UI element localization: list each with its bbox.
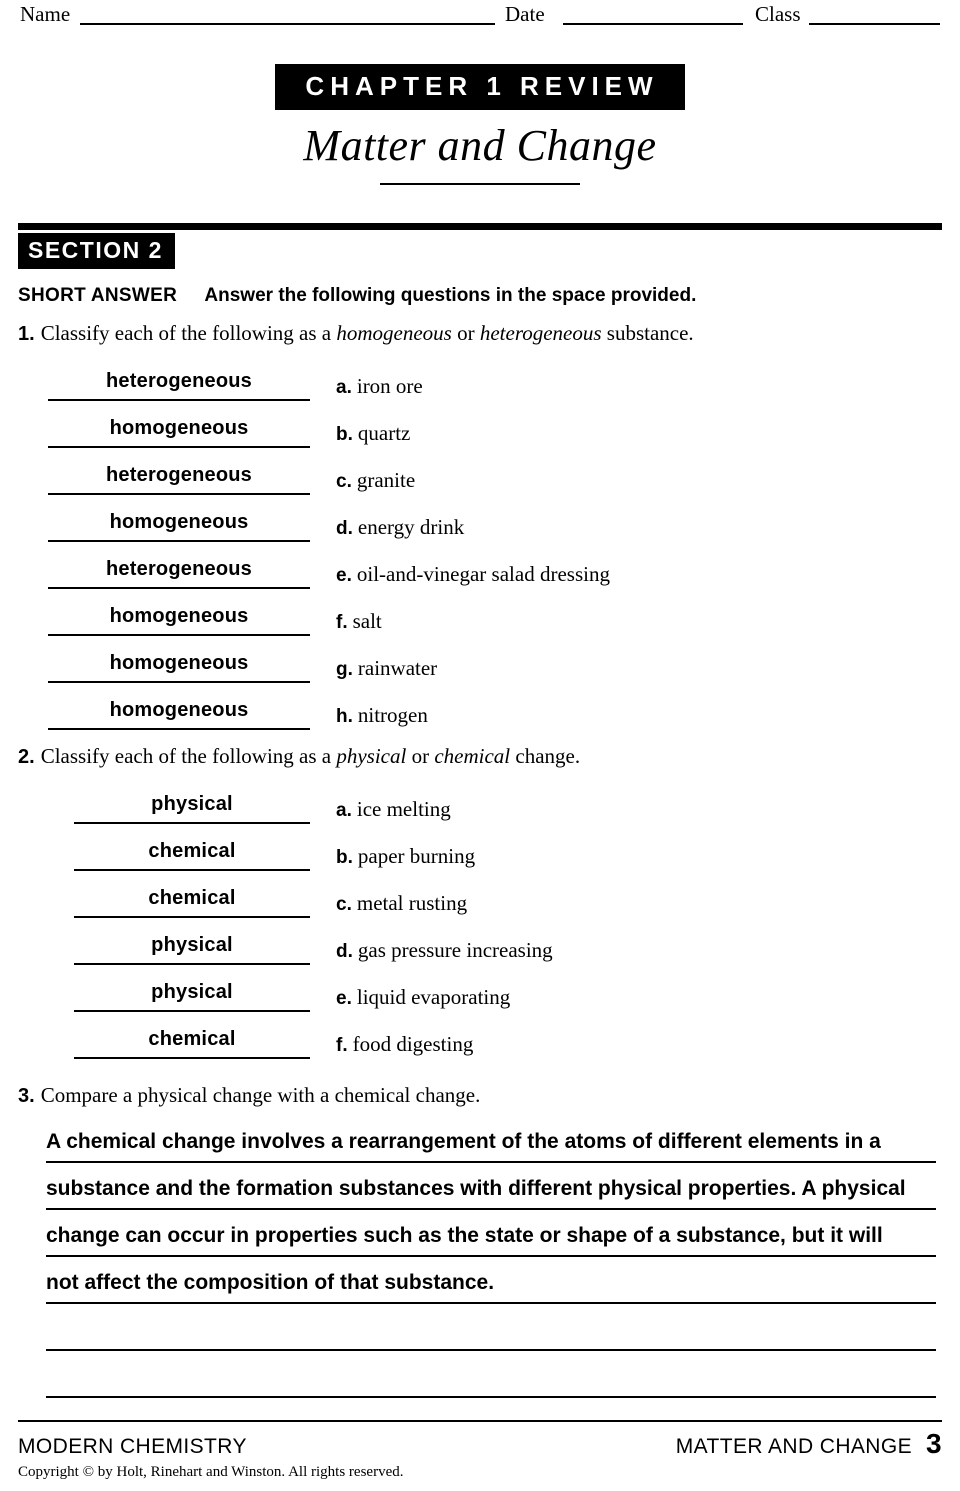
item-text: granite <box>356 468 416 492</box>
name-label: Name <box>20 2 71 26</box>
answer-underline <box>48 728 310 730</box>
answer-text: homogeneous <box>109 652 249 674</box>
date-label: Date <box>505 2 545 26</box>
page-header <box>18 0 942 38</box>
long-answer-line[interactable] <box>18 1304 942 1351</box>
item-letter: d. <box>336 518 353 539</box>
answer-blank[interactable] <box>74 968 310 1012</box>
item-text: iron ore <box>356 374 423 398</box>
item-letter: e. <box>336 988 352 1009</box>
answer-row <box>18 401 942 448</box>
answer-row <box>18 777 942 824</box>
short-answer-label: SHORT ANSWER <box>18 285 178 306</box>
prompt-text: Compare a physical change with a chemical change. <box>40 1083 481 1107</box>
answer-text: physical <box>151 934 233 956</box>
answer-text: physical <box>151 793 233 815</box>
list-item <box>336 797 451 824</box>
list-item <box>336 891 467 918</box>
long-answer-line[interactable] <box>18 1163 942 1210</box>
date-blank-line <box>563 23 743 25</box>
section-bar <box>18 223 942 269</box>
item-text: ice melting <box>356 797 451 821</box>
item-letter: f. <box>336 1035 348 1056</box>
answer-text: homogeneous <box>109 699 249 721</box>
page-footer <box>18 1420 942 1481</box>
answer-text: homogeneous <box>109 417 249 439</box>
long-answer-text: not affect the composition of that substance. <box>46 1271 495 1294</box>
item-text: paper burning <box>357 844 476 868</box>
section-tag: SECTION 2 <box>18 233 175 269</box>
list-item <box>336 938 553 965</box>
answer-row <box>18 542 942 589</box>
prompt-text: or <box>451 321 480 345</box>
item-letter: b. <box>336 424 353 445</box>
answer-row <box>18 918 942 965</box>
answer-row <box>18 636 942 683</box>
item-text: metal rusting <box>356 891 468 915</box>
answer-blank[interactable] <box>74 874 310 918</box>
question-prompt <box>18 744 942 769</box>
answer-blank[interactable] <box>48 639 310 683</box>
item-letter: c. <box>336 894 352 915</box>
answer-row <box>18 1012 942 1059</box>
item-text: nitrogen <box>357 703 428 727</box>
short-answer-heading <box>18 285 942 307</box>
copyright-notice: Copyright © by Holt, Rinehart and Winston. All rights reserved. <box>18 1464 404 1480</box>
answer-text: heterogeneous <box>106 558 252 580</box>
long-answer-area[interactable] <box>18 1116 942 1398</box>
answer-underline <box>48 587 310 589</box>
footer-left-text: MODERN CHEMISTRY <box>18 1435 247 1458</box>
answer-blank[interactable] <box>48 357 310 401</box>
list-item <box>336 562 610 589</box>
item-text: gas pressure increasing <box>357 938 553 962</box>
answer-underline <box>74 869 310 871</box>
answer-underline <box>74 822 310 824</box>
footer-right-text: MATTER AND CHANGE <box>675 1435 913 1458</box>
item-letter: h. <box>336 706 353 727</box>
answer-row <box>18 354 942 401</box>
title-divider <box>380 183 580 185</box>
answer-row <box>18 871 942 918</box>
answer-text: homogeneous <box>109 511 249 533</box>
answer-text: chemical <box>148 887 236 909</box>
long-answer-line[interactable] <box>18 1257 942 1304</box>
item-letter: a. <box>336 377 352 398</box>
list-item <box>336 1032 473 1059</box>
answer-text: chemical <box>148 1028 236 1050</box>
answer-row <box>18 448 942 495</box>
prompt-text: homogeneous <box>336 321 452 345</box>
answer-underline <box>74 1057 310 1059</box>
long-answer-line[interactable] <box>18 1116 942 1163</box>
question-number: 3. <box>18 1085 35 1107</box>
answer-list <box>18 354 942 730</box>
item-text: food digesting <box>352 1032 474 1056</box>
item-letter: e. <box>336 565 352 586</box>
footer-divider <box>18 1420 942 1422</box>
prompt-text: or <box>406 744 435 768</box>
class-blank-line <box>809 23 940 25</box>
answer-underline <box>48 540 310 542</box>
item-letter: a. <box>336 800 352 821</box>
prompt-text: substance. <box>601 321 694 345</box>
answer-text: chemical <box>148 840 236 862</box>
long-answer-underline <box>46 1396 936 1398</box>
answer-text: heterogeneous <box>106 370 252 392</box>
page-number: 3 <box>926 1428 942 1459</box>
short-answer-instruction: Answer the following questions in the space provided. <box>204 285 697 306</box>
answer-blank[interactable] <box>74 1015 310 1059</box>
answer-blank[interactable] <box>48 404 310 448</box>
list-item <box>336 374 423 401</box>
list-item <box>336 421 410 448</box>
long-answer-line[interactable] <box>18 1351 942 1398</box>
prompt-text: chemical <box>434 744 511 768</box>
question-block <box>18 1083 942 1398</box>
answer-underline <box>48 681 310 683</box>
answer-text: homogeneous <box>109 605 249 627</box>
answer-text: physical <box>151 981 233 1003</box>
long-answer-text: change can occur in properties such as the state or shape of a substance, but it will <box>46 1224 883 1247</box>
list-item <box>336 703 428 730</box>
list-item <box>336 844 475 871</box>
answer-underline <box>74 963 310 965</box>
answer-blank[interactable] <box>48 545 310 589</box>
list-item <box>336 468 415 495</box>
list-item <box>336 656 437 683</box>
answer-blank[interactable] <box>74 827 310 871</box>
answer-blank[interactable] <box>74 921 310 965</box>
item-text: liquid evaporating <box>356 985 511 1009</box>
item-text: rainwater <box>357 656 438 680</box>
item-letter: g. <box>336 659 353 680</box>
answer-blank[interactable] <box>48 451 310 495</box>
class-label: Class <box>755 2 801 26</box>
answer-row <box>18 495 942 542</box>
answer-underline <box>74 916 310 918</box>
long-answer-text: substance and the formation substances with different physical properties. A physical <box>46 1177 906 1200</box>
item-letter: c. <box>336 471 352 492</box>
prompt-text: change. <box>510 744 581 768</box>
list-item <box>336 515 464 542</box>
question-prompt <box>18 1083 942 1108</box>
answer-underline <box>74 1010 310 1012</box>
long-answer-text: A chemical change involves a rearrangement of the atoms of different elements in a <box>46 1130 881 1153</box>
question-number: 2. <box>18 746 35 768</box>
answer-row <box>18 824 942 871</box>
question-prompt <box>18 321 942 346</box>
answer-text: heterogeneous <box>106 464 252 486</box>
chapter-banner: CHAPTER 1 REVIEW <box>275 64 684 110</box>
item-letter: f. <box>336 612 348 633</box>
prompt-text: heterogeneous <box>479 321 602 345</box>
section-rule <box>18 223 942 230</box>
answer-row <box>18 965 942 1012</box>
item-text: quartz <box>357 421 411 445</box>
item-text: energy drink <box>357 515 465 539</box>
answer-blank[interactable] <box>48 498 310 542</box>
name-blank-line <box>80 23 495 25</box>
chapter-header <box>18 64 942 185</box>
item-letter: b. <box>336 847 353 868</box>
answer-underline <box>48 634 310 636</box>
answer-underline <box>48 399 310 401</box>
question-number: 1. <box>18 323 35 345</box>
item-letter: d. <box>336 941 353 962</box>
answer-row <box>18 683 942 730</box>
answer-underline <box>48 493 310 495</box>
answer-underline <box>48 446 310 448</box>
answer-list <box>18 777 942 1059</box>
item-text: oil-and-vinegar salad dressing <box>356 562 610 586</box>
question-block <box>18 321 942 730</box>
answer-blank[interactable] <box>48 592 310 636</box>
answer-row <box>18 589 942 636</box>
question-block <box>18 744 942 1059</box>
list-item <box>336 609 382 636</box>
answer-blank[interactable] <box>74 780 310 824</box>
list-item <box>336 985 510 1012</box>
chapter-title: Matter and Change <box>303 121 657 170</box>
prompt-text: physical <box>336 744 407 768</box>
answer-blank[interactable] <box>48 686 310 730</box>
questions-container <box>18 321 942 1398</box>
prompt-text: Classify each of the following as a <box>40 321 337 345</box>
long-answer-line[interactable] <box>18 1210 942 1257</box>
prompt-text: Classify each of the following as a <box>40 744 337 768</box>
item-text: salt <box>352 609 382 633</box>
